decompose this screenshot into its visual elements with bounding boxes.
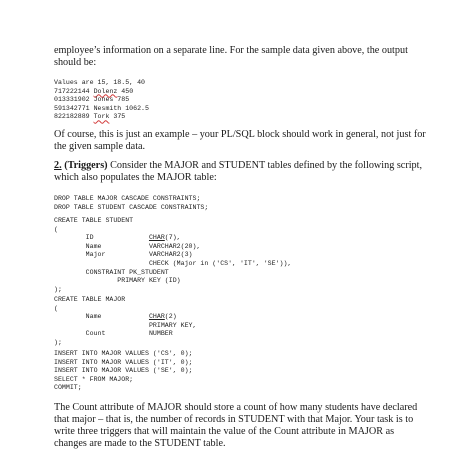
example-note: Of course, this is just an example – your PL/SQL block should work in general, not just for the given sample data. [54,129,426,152]
output-line-4: 591342771 Nesmith 1062.5 [54,104,149,112]
sample-output-block: Values are 15, 18.5, 40 717222144 Dolenz 450 013331902 Jones 785 591342771 Nesmith 1062.5 822182889 Tork 375 [54,79,149,121]
sql-create-major-block: CREATE TABLE MAJOR ( Name CHAR(2) PRIMARY KEY, Count NUMBER ); [54,296,197,346]
question-number: 2. [54,160,62,171]
spellcheck-word: Dolenz [93,87,118,95]
question-title: (Triggers) [64,160,108,171]
question-text: Consider the MAJOR and STUDENT tables defined by the following script, which also populates the MAJOR table: [54,160,423,183]
output-line-3: 013331902 Jones 785 [54,96,130,104]
spellcheck-word: Tork [93,113,110,121]
sql-create-student-block: CREATE TABLE STUDENT ( ID CHAR(7), Name VARCHAR2(20), Major VARCHAR2(3) CHECK (Major in ('CS', 'IT', 'SE')), CONSTRAINT PK_STUDENT PRIMARY KEY (ID) ); [54,217,292,293]
intro-paragraph: employee’s information on a separate line. For the sample data given above, the output should be: [54,45,408,68]
closing-paragraph: The Count attribute of MAJOR should store a count of how many students have declared that major – that is, the number of records in STUDENT with that Major. Your task is to write three triggers that will maintain the value of the Count attribute in MAJOR as changes are made to the STUDENT table. [54,402,418,449]
sql-drop-block: DROP TABLE MAJOR CASCADE CONSTRAINTS; DROP TABLE STUDENT CASCADE CONSTRAINTS; [54,195,209,211]
question-2-heading [54,160,426,184]
sql-insert-block: INSERT INTO MAJOR VALUES ('CS', 0); INSERT INTO MAJOR VALUES ('IT', 0); INSERT INTO MAJOR VALUES ('SE', 0); SELECT * FROM MAJOR; COMMIT; [54,350,193,392]
output-line-1: Values are 15, 18.5, 40 [54,79,146,86]
